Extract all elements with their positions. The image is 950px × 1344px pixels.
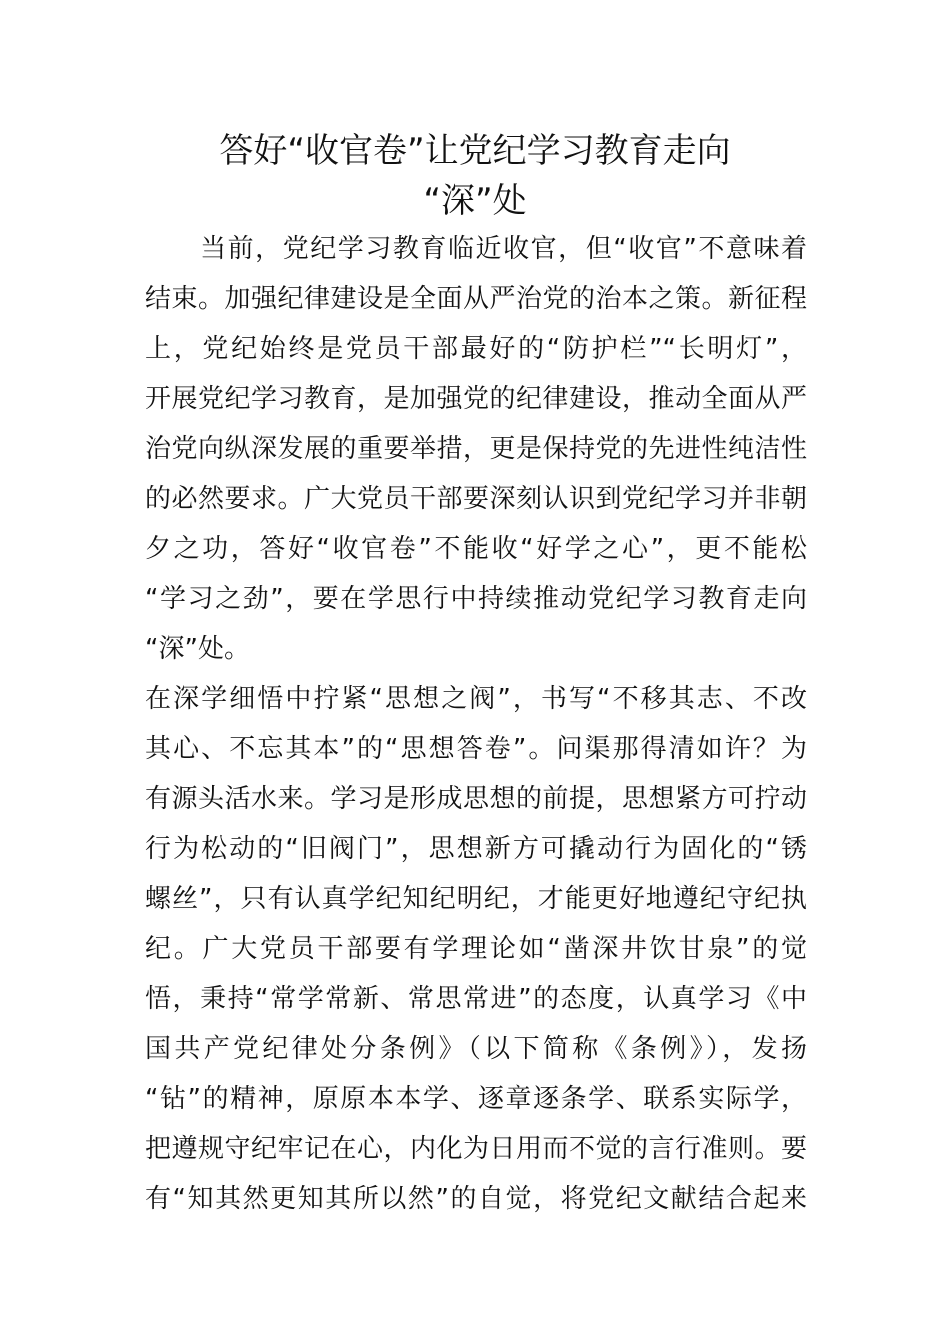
document-title-line-2: “深”处 — [423, 181, 527, 221]
paragraph-line: 夕之功，答好“收官卷”不能收“好学之心”，更不能松 — [145, 534, 807, 564]
paragraph-line: 把遵规守纪牢记在心，内化为日用而不觉的言行准则。要 — [145, 1134, 807, 1164]
paragraph-line: “深”处。 — [145, 634, 250, 664]
paragraph-line: 其心、不忘其本”的“思想答卷”。问渠那得清如许？为 — [145, 734, 807, 764]
paragraph-line: 有源头活水来。学习是形成思想的前提，思想紧方可拧动 — [145, 784, 807, 814]
paragraph-line: “钻”的精神，原原本本学、逐章逐条学、联系实际学， — [145, 1084, 807, 1114]
paragraph-line: 治党向纵深发展的重要举措，更是保持党的先进性纯洁性 — [145, 434, 807, 464]
paragraph-line: 有“知其然更知其所以然”的自觉，将党纪文献结合起来 — [145, 1184, 807, 1214]
paragraph-line: 在深学细悟中拧紧“思想之阀”，书写“不移其志、不改 — [145, 684, 807, 714]
paragraph-line: 上，党纪始终是党员干部最好的“防护栏”“长明灯”， — [145, 334, 807, 364]
document-title-line-1: 答好“收官卷”让党纪学习教育走向 — [219, 131, 731, 171]
paragraph-line: 悟，秉持“常学常新、常思常进”的态度，认真学习《中 — [145, 984, 807, 1014]
paragraph-line: 结束。加强纪律建设是全面从严治党的治本之策。新征程 — [145, 284, 807, 314]
paragraph-line: 当前，党纪学习教育临近收官，但“收官”不意味着 — [145, 234, 807, 264]
paragraph-line: 国共产党纪律处分条例》（以下简称《条例》），发扬 — [145, 1034, 807, 1064]
paragraph-line: 纪。广大党员干部要有学理论如“凿深井饮甘泉”的觉 — [145, 934, 807, 964]
paragraph-line: 螺丝”，只有认真学纪知纪明纪，才能更好地遵纪守纪执 — [145, 884, 807, 914]
paragraph-line: 行为松动的“旧阀门”，思想新方可撬动行为固化的“锈 — [145, 834, 807, 864]
paragraph-line: 开展党纪学习教育，是加强党的纪律建设，推动全面从严 — [145, 384, 807, 414]
paragraph-line: 的必然要求。广大党员干部要深刻认识到党纪学习并非朝 — [145, 484, 807, 514]
paragraph-line: “学习之劲”，要在学思行中持续推动党纪学习教育走向 — [145, 584, 807, 614]
